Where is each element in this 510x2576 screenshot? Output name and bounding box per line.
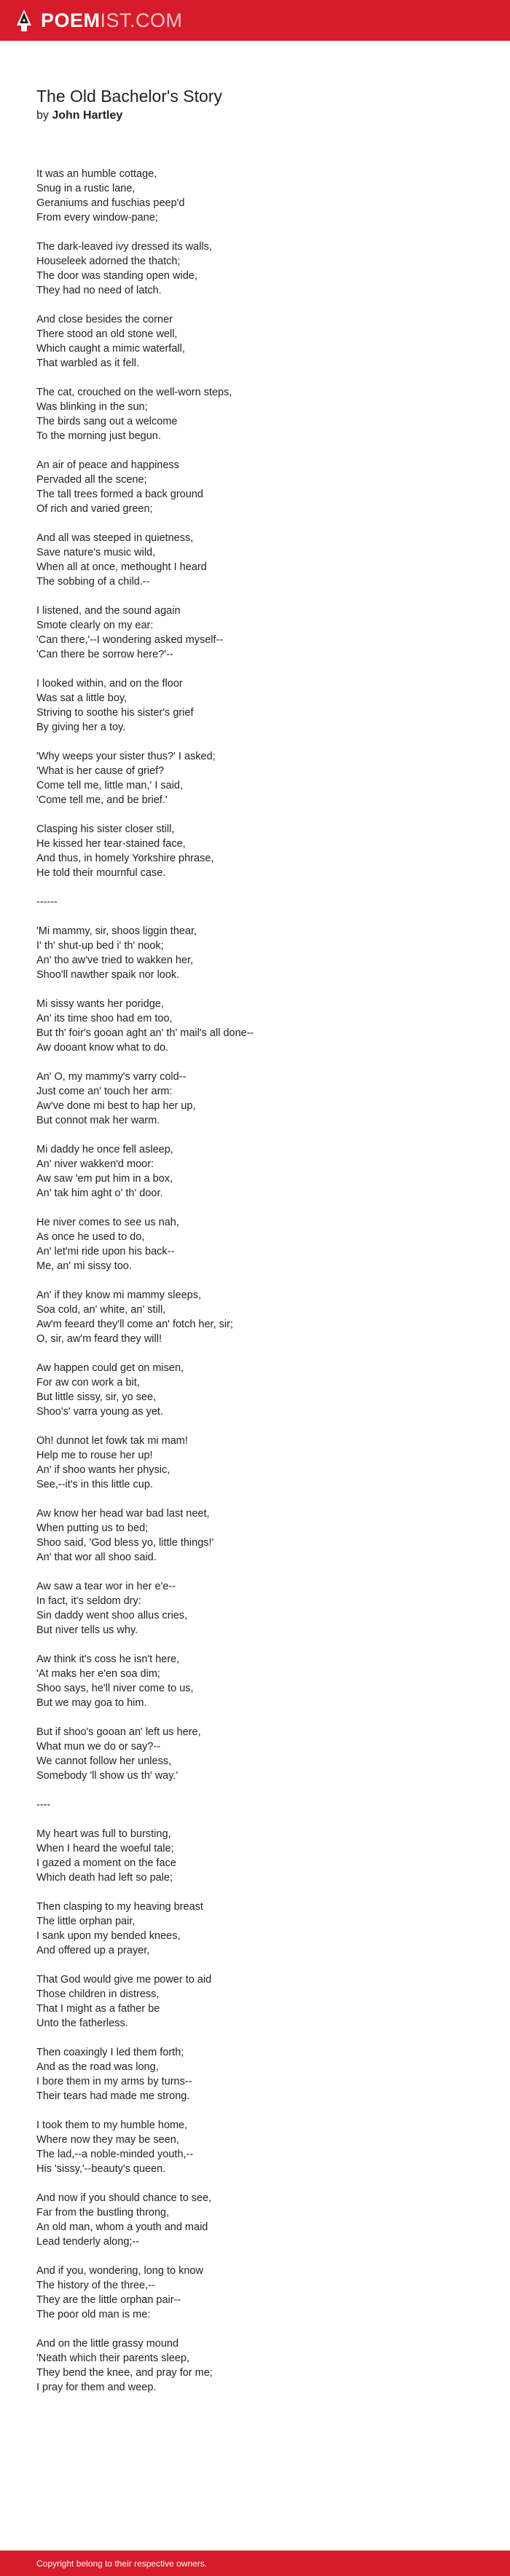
poem-line: See,--it's in this little cup. bbox=[36, 1479, 153, 1490]
poem-line: I took them to my humble home, bbox=[36, 2119, 188, 2131]
poem-line: Striving to soothe his sister's grief bbox=[36, 707, 194, 719]
poem-line: Which caught a mimic waterfall, bbox=[36, 343, 185, 355]
poem-line: They had no need of latch. bbox=[36, 285, 162, 296]
stanza bbox=[36, 822, 474, 880]
stanza bbox=[36, 2191, 474, 2249]
poem-line: I listened, and the sound again bbox=[36, 605, 181, 617]
poem-line: An air of peace and happiness bbox=[36, 459, 179, 471]
poem-line: Smote clearly on my ear: bbox=[36, 620, 154, 631]
poem-line: The sobbing of a child.-- bbox=[36, 576, 150, 588]
poem-line: The little orphan pair, bbox=[36, 1916, 136, 1927]
poem-line: Geraniums and fuschias peep'd bbox=[36, 197, 185, 209]
poem-line: But if shoo's gooan an' left us here, bbox=[36, 1726, 201, 1738]
poem-line: But little sissy, sir, yo see, bbox=[36, 1391, 157, 1403]
poem-line: Aw dooant know what to do. bbox=[36, 1042, 169, 1054]
stanza bbox=[36, 167, 474, 225]
poem-line: Then coaxingly I led them forth; bbox=[36, 2047, 184, 2058]
stanza bbox=[36, 1288, 474, 1346]
stanza bbox=[36, 1215, 474, 1273]
poem-line: An' tak him aght o' th' door. bbox=[36, 1188, 163, 1199]
stanza bbox=[36, 1798, 474, 1812]
byline bbox=[36, 108, 474, 123]
poem-line: There stood an old stone well, bbox=[36, 328, 178, 340]
stanza bbox=[36, 1972, 474, 2031]
poem-line: But connot mak her warm. bbox=[36, 1115, 160, 1126]
poem-body bbox=[36, 167, 474, 2395]
stanza bbox=[36, 1434, 474, 1492]
poem-line: He told their mournful case. bbox=[36, 867, 166, 879]
stanza bbox=[36, 1579, 474, 1637]
poem-line: He kissed her tear-stained face, bbox=[36, 838, 186, 850]
poem-line: O, sir, aw'm feard they will! bbox=[36, 1333, 162, 1345]
poem-line: Come tell me, little man,' I said, bbox=[36, 780, 184, 791]
stanza bbox=[36, 2045, 474, 2103]
stanza bbox=[36, 1142, 474, 1201]
poem-line: It was an humble cottage, bbox=[36, 168, 157, 180]
poem-line: Aw saw a tear wor in her e'e-- bbox=[36, 1581, 176, 1592]
poem-line: To the morning just begun. bbox=[36, 430, 161, 442]
poem-line: 'Come tell me, and be brief.' bbox=[36, 794, 168, 806]
poem-line: Shoo's' varra young as yet. bbox=[36, 1406, 163, 1418]
poem-line: Aw happen could get on misen, bbox=[36, 1362, 184, 1374]
poem-line: That God would give me power to aid bbox=[36, 1974, 212, 1986]
poem-line: We cannot follow her unless, bbox=[36, 1755, 172, 1767]
poem-line: 'Can there be sorrow here?'-- bbox=[36, 649, 173, 660]
poem-line: Aw'm feeard they'll come an' fotch her, sir; bbox=[36, 1319, 233, 1330]
site-header bbox=[0, 0, 510, 41]
poem-line: As once he used to do, bbox=[36, 1231, 145, 1243]
poem-line: But niver tells us why. bbox=[36, 1624, 138, 1636]
stanza bbox=[36, 749, 474, 807]
poem-line: ---- bbox=[36, 1799, 51, 1811]
poem-line: An' niver wakken'd moor: bbox=[36, 1158, 154, 1170]
copyright-text: Copyright belong to their respective owners. bbox=[36, 2558, 208, 2569]
poem-line: Just come an' touch her arm: bbox=[36, 1086, 173, 1097]
poem-line: They bend the knee, and pray for me; bbox=[36, 2367, 213, 2379]
poem-line: And as the road was long, bbox=[36, 2061, 159, 2073]
poem-line: Far from the bustling throng, bbox=[36, 2207, 170, 2219]
poem-line: Where now they may be seen, bbox=[36, 2134, 179, 2146]
stanza bbox=[36, 604, 474, 662]
poem-line: Save nature's music wild, bbox=[36, 547, 156, 558]
poem-line: Shoo said, 'God bless yo, little things!' bbox=[36, 1537, 214, 1549]
poem-line: Aw've done mi best to hap her up, bbox=[36, 1100, 196, 1112]
site-logo[interactable] bbox=[16, 9, 183, 31]
poem-line: The birds sang out a welcome bbox=[36, 416, 178, 427]
poem-line: They are the little orphan pair-- bbox=[36, 2294, 181, 2306]
stanza bbox=[36, 924, 474, 982]
poem-line: My heart was full to bursting, bbox=[36, 1828, 171, 1840]
stanza bbox=[36, 1506, 474, 1565]
poem-line: 'Why weeps your sister thus?' I asked; bbox=[36, 751, 216, 762]
byline-prefix: by bbox=[36, 109, 49, 122]
poem-line: And all was steeped in quietness, bbox=[36, 532, 194, 544]
stanza bbox=[36, 1900, 474, 1958]
poem-line: The history of the three,-- bbox=[36, 2280, 155, 2291]
poem-line: The poor old man is me: bbox=[36, 2309, 151, 2320]
poem-line: Shoo says, he'll niver come to us, bbox=[36, 1683, 194, 1694]
poem-line: Soa cold, an' white, an' still, bbox=[36, 1304, 166, 1316]
poem-line: Their tears had made me strong. bbox=[36, 2090, 190, 2102]
brand-bold: POEM bbox=[41, 9, 101, 31]
poem-line: He niver comes to see us nah, bbox=[36, 1217, 179, 1228]
poem-line: Aw think it's coss he isn't here, bbox=[36, 1654, 180, 1665]
poem-line: Mi daddy he once fell asleep, bbox=[36, 1144, 173, 1155]
poem-line: An' that wor all shoo said. bbox=[36, 1552, 157, 1563]
poem-line: An' tho aw've tried to wakken her, bbox=[36, 955, 194, 966]
poem-line: An' O, my mammy's varry cold-- bbox=[36, 1071, 187, 1083]
poem-line: 'Neath which their parents sleep, bbox=[36, 2352, 189, 2364]
brand-light: IST.COM bbox=[100, 9, 183, 31]
poem-line: And offered up a prayer, bbox=[36, 1945, 150, 1956]
site-footer bbox=[0, 2551, 510, 2576]
poem-line: The cat, crouched on the well-worn steps, bbox=[36, 387, 232, 398]
poem-line: 'Can there,'--I wondering asked myself-- bbox=[36, 634, 224, 646]
poem-line: ------ bbox=[36, 896, 58, 908]
poem-line: Then clasping to my heaving breast bbox=[36, 1901, 203, 1913]
author-link[interactable]: John Hartley bbox=[52, 109, 123, 122]
poem-line: Snug in a rustic lane, bbox=[36, 183, 136, 194]
poem-line: When all at once, methought I heard bbox=[36, 561, 207, 573]
poem-line: The dark-leaved ivy dressed its walls, bbox=[36, 241, 212, 253]
poem-line: But th' foir's gooan aght an' th' mail's all done-- bbox=[36, 1027, 254, 1039]
poem-line: Help me to rouse her up! bbox=[36, 1450, 153, 1461]
poem-line: I bore them in my arms by turns-- bbox=[36, 2076, 192, 2087]
poem-line: Houseleek adorned the thatch; bbox=[36, 256, 181, 267]
poem-line: Oh! dunnot let fowk tak mi mam! bbox=[36, 1435, 188, 1447]
poem-line: An' if shoo wants her physic, bbox=[36, 1464, 170, 1476]
poem-line: Unto the fatherless. bbox=[36, 2018, 128, 2029]
poem-line: Sin daddy went shoo allus cries, bbox=[36, 1610, 188, 1621]
poem-line: When I heard the woeful tale; bbox=[36, 1843, 174, 1854]
stanza bbox=[36, 458, 474, 516]
poem-line: That I might as a father be bbox=[36, 2003, 160, 2015]
poem-line: For aw con work a bit, bbox=[36, 1377, 140, 1388]
poem-line: The door was standing open wide, bbox=[36, 270, 197, 282]
poem-line: I looked within, and on the floor bbox=[36, 678, 183, 690]
stanza bbox=[36, 676, 474, 735]
poem-line: His 'sissy,'--beauty's queen. bbox=[36, 2163, 166, 2175]
stanza bbox=[36, 1725, 474, 1783]
stanza bbox=[36, 385, 474, 443]
poem-line: Mi sissy wants her poridge, bbox=[36, 998, 164, 1010]
poem-line: And thus, in homely Yorkshire phrase, bbox=[36, 853, 214, 864]
stanza bbox=[36, 997, 474, 1055]
poem-line: And now if you should chance to see, bbox=[36, 2192, 212, 2204]
poem-line: And if you, wondering, long to know bbox=[36, 2265, 203, 2277]
poem-line: Aw saw 'em put him in a box, bbox=[36, 1173, 173, 1185]
poem-line: The lad,--a noble-minded youth,-- bbox=[36, 2149, 194, 2160]
pen-nib-icon bbox=[16, 9, 32, 31]
poem-line: Was sat a little boy, bbox=[36, 692, 128, 704]
poem-line: In fact, it's seldom dry: bbox=[36, 1595, 141, 1607]
stanza bbox=[36, 895, 474, 909]
poem-line: What mun we do or say?-- bbox=[36, 1741, 161, 1753]
poem-line: I pray for them and weep. bbox=[36, 2382, 157, 2393]
stanza bbox=[36, 2118, 474, 2176]
stanza bbox=[36, 531, 474, 589]
stanza bbox=[36, 2336, 474, 2395]
stanza bbox=[36, 1361, 474, 1419]
poem-line: From every window-pane; bbox=[36, 212, 158, 224]
poem-line: Me, an' mi sissy too. bbox=[36, 1260, 132, 1272]
poem-line: I gazed a moment on the face bbox=[36, 1857, 176, 1869]
poem-line: That warbled as it fell. bbox=[36, 357, 140, 369]
poem-line: The tall trees formed a back ground bbox=[36, 489, 203, 500]
poem-line: Of rich and varied green; bbox=[36, 503, 153, 515]
stanza bbox=[36, 2264, 474, 2322]
poem-line: And on the little grassy mound bbox=[36, 2338, 179, 2350]
poem-line: Aw know her head war bad last neet, bbox=[36, 1508, 210, 1520]
poem-line: 'At maks her e'en soa dim; bbox=[36, 1668, 160, 1680]
stanza bbox=[36, 1652, 474, 1710]
poem-content bbox=[36, 86, 474, 2409]
stanza bbox=[36, 1827, 474, 1885]
poem-line: When putting us to bed; bbox=[36, 1522, 149, 1534]
poem-line: I' th' shut-up bed i' th' nook; bbox=[36, 940, 164, 952]
poem-line: Pervaded all the scene; bbox=[36, 474, 147, 486]
poem-line: An' if they know mi mammy sleeps, bbox=[36, 1289, 201, 1301]
poem-line: Somebody 'll show us th' way.' bbox=[36, 1770, 178, 1782]
poem-line: Which death had left so pale; bbox=[36, 1872, 173, 1884]
poem-line: An' its time shoo had em too, bbox=[36, 1013, 173, 1024]
poem-title: The Old Bachelor's Story bbox=[36, 87, 222, 106]
poem-line: An old man, whom a youth and maid bbox=[36, 2221, 208, 2233]
poem-line: And close besides the corner bbox=[36, 314, 173, 325]
poem-line: By giving her a toy. bbox=[36, 722, 126, 733]
brand-name bbox=[41, 11, 183, 31]
poem-line: Was blinking in the sun; bbox=[36, 401, 148, 413]
poem-line: I sank upon my bended knees, bbox=[36, 1930, 181, 1942]
poem-line: Those children in distress, bbox=[36, 1988, 160, 2000]
poem-line: Shoo'll nawther spaik nor look. bbox=[36, 969, 180, 981]
poem-line: 'What is her cause of grief? bbox=[36, 765, 165, 777]
poem-line: Clasping his sister closer still, bbox=[36, 823, 175, 835]
stanza bbox=[36, 1070, 474, 1128]
stanza bbox=[36, 240, 474, 298]
poem-line: But we may goa to him. bbox=[36, 1697, 147, 1709]
poem-line: Lead tenderly along;-- bbox=[36, 2236, 140, 2248]
poem-line: An' let'mi ride upon his back-- bbox=[36, 1246, 175, 1257]
poem-line: 'Mi mammy, sir, shoos liggin thear, bbox=[36, 925, 197, 937]
stanza bbox=[36, 312, 474, 371]
